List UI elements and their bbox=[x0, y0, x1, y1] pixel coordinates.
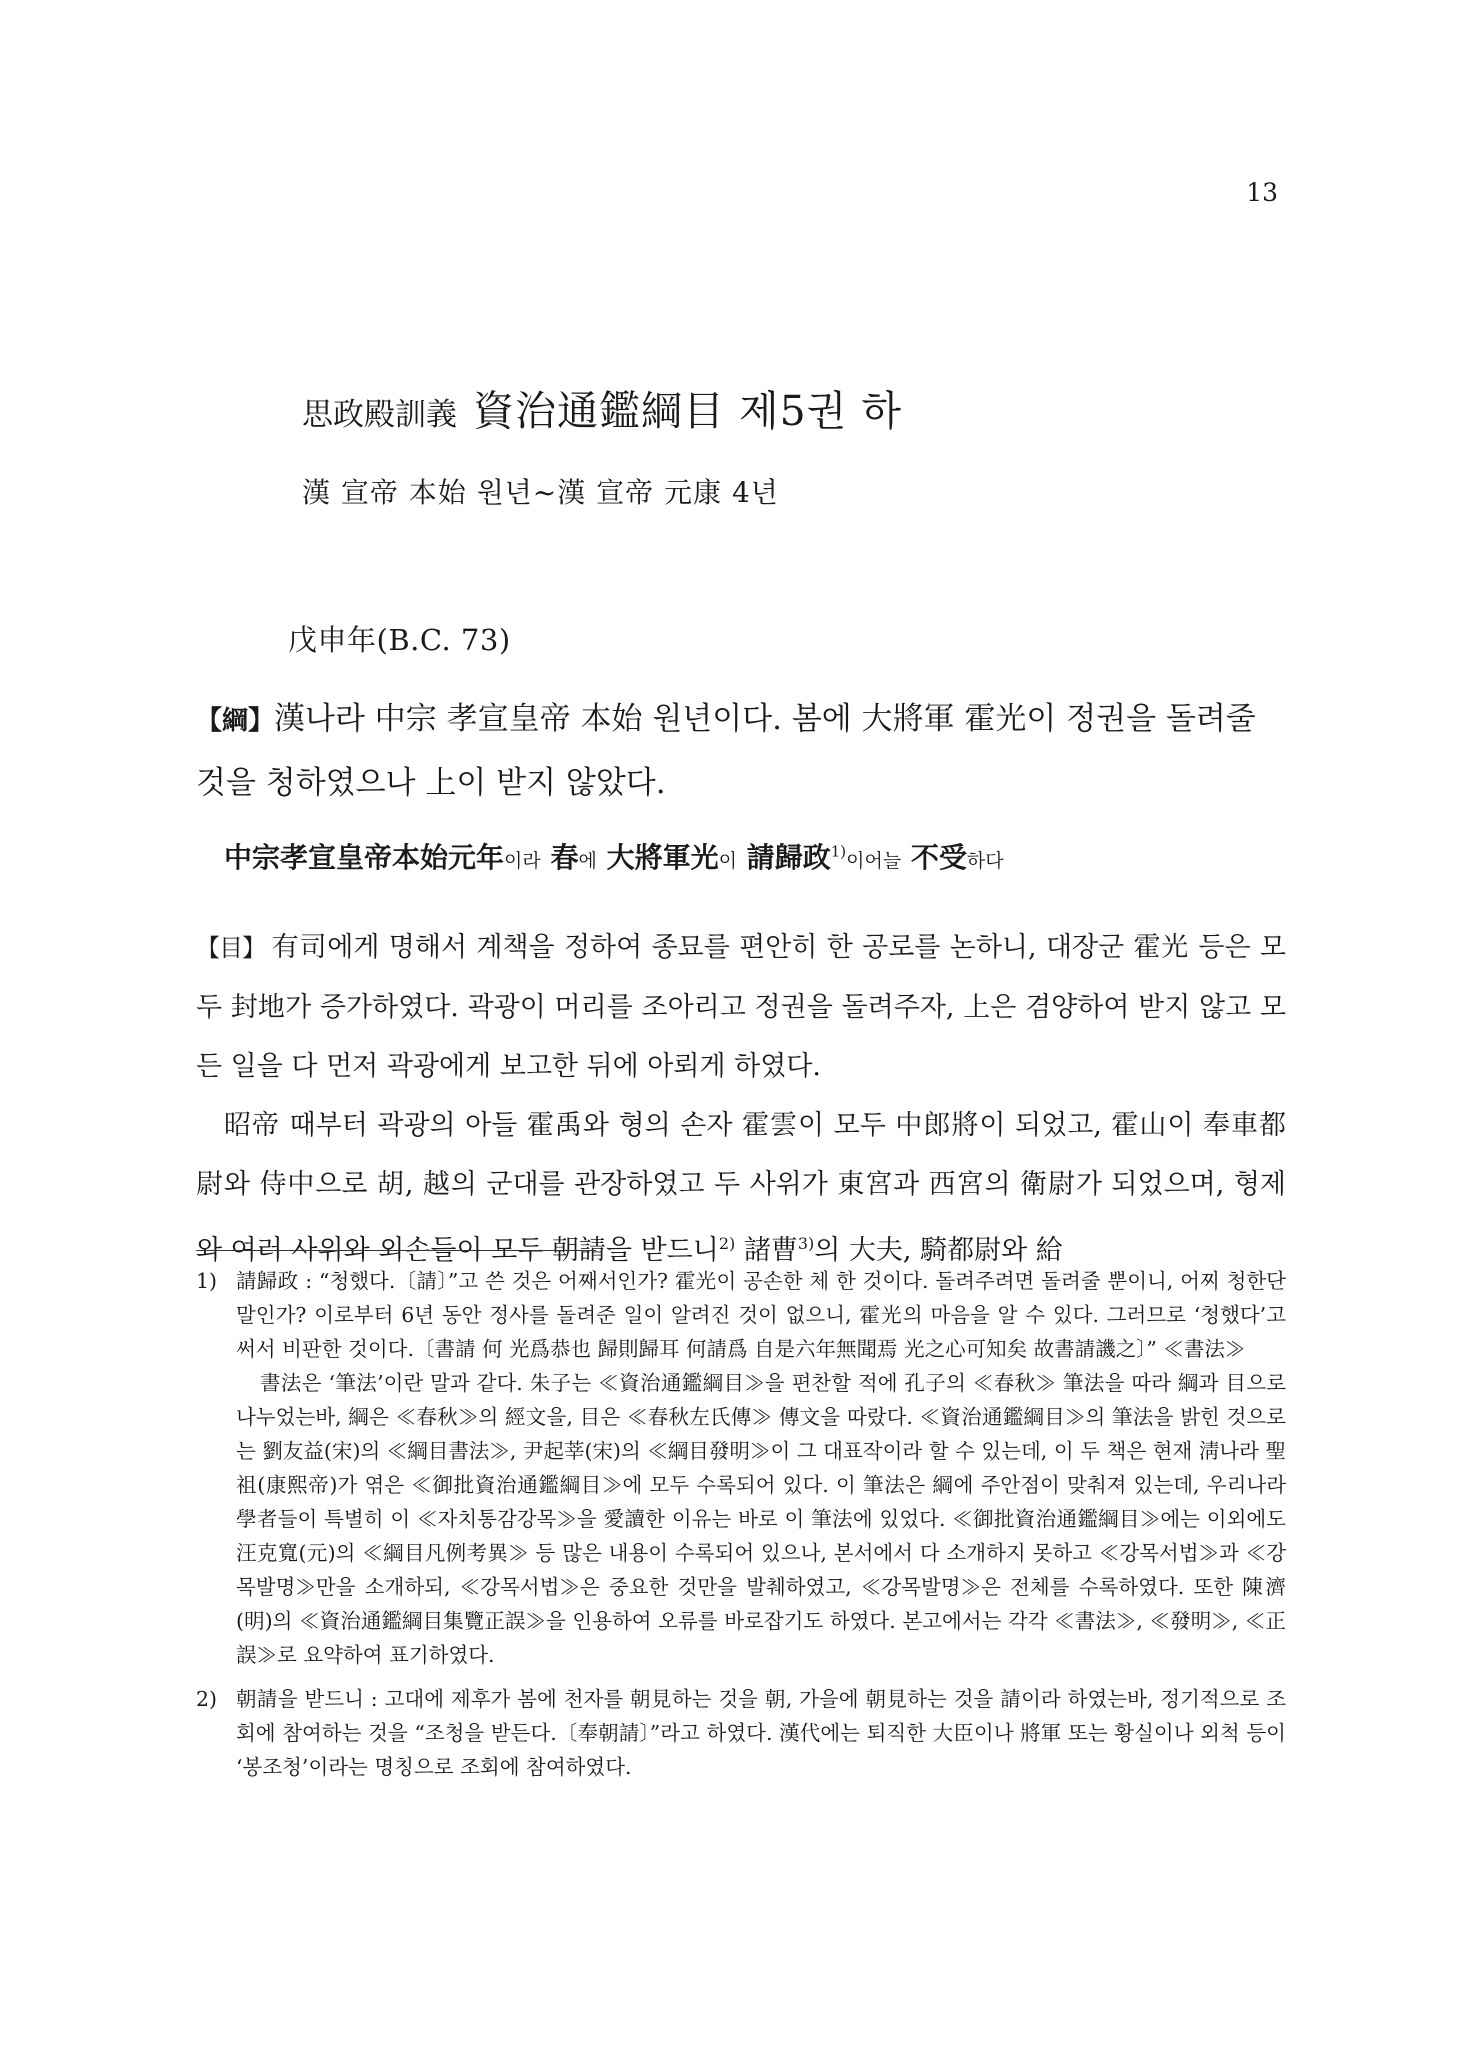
mok-text: 의 大夫, 騎都尉와 給 bbox=[814, 1235, 1063, 1266]
footnote bbox=[196, 1682, 1286, 1784]
original-segment: 不受 bbox=[901, 841, 967, 874]
footnote-paragraph: 書法은 ‘筆法’이란 말과 같다. 朱子는 ≪資治通鑑綱目≫을 편찬할 적에 孔子의 ≪春秋≫ 筆法을 따라 綱과 目으로 나누었는바, 綱은 ≪春秋≫의 經文을, 目은 ≪春秋左氏傳≫ 傳文을 따랐다. ≪資治通鑑綱目≫의 筆法을 밝힌 것으로는 劉友益(宋)의 ≪綱目書法≫, 尹起莘(宋)의 ≪綱目發明≫이 그 대표작이라 할 수 있는데, 이 두 책은 현재 淸나라 聖祖(康熙帝)가 엮은 ≪御批資治通鑑綱目≫에 모두 수록되어 있다. 이 筆法은 綱에 주안점이 맞춰져 있는데, 우리나라 學者들이 특별히 이 ≪자치통감강목≫을 愛讀한 이유는 바로 이 筆法에 있었다. ≪御批資治通鑑綱目≫에는 이외에도 汪克寬(元)의 ≪綱目凡例考異≫ 등 많은 내용이 수록되어 있으나, 본서에서 다 소개하지 못하고 ≪강목서법≫과 ≪강목발명≫만을 소개하되, ≪강목서법≫은 중요한 것만을 발췌하였고, ≪강목발명≫은 전체를 수록하였다. 또한 陳濟(明)의 ≪資治通鑑綱目集覽正誤≫을 인용하여 오류를 바로잡기도 하였다. 본고에서는 각각 ≪書法≫, ≪發明≫, ≪正誤≫로 요약하여 표기하였다. bbox=[236, 1371, 1286, 1667]
original-segment: 中宗孝宣皇帝本始元年 bbox=[224, 841, 505, 874]
original-particle: 이어늘 bbox=[846, 850, 902, 872]
footnote-ref[interactable]: 3) bbox=[797, 1234, 815, 1253]
page-subtitle: 漢 宣帝 本始 원년~漢 宣帝 元康 4년 bbox=[302, 476, 779, 509]
original-particle: 이 bbox=[718, 850, 737, 872]
footnote-number: 2) bbox=[196, 1687, 218, 1711]
gang-original-text bbox=[196, 836, 1286, 876]
mok-text: 昭帝 때부터 곽광의 아들 霍禹와 형의 손자 霍雲이 모두 中郎將이 되었고, 霍山이 奉車都尉와 侍中으로 胡, 越의 군대를 관장하였고 두 사위가 東宮과 西宮의 衛尉가 되었으며, 형제와 여러 사위와 외손들이 모두 朝請을 받드니 bbox=[196, 1110, 1286, 1266]
footnote-number: 1) bbox=[196, 1269, 218, 1293]
mok-paragraph bbox=[196, 1096, 1286, 1280]
footnotes bbox=[196, 1264, 1286, 1794]
footnote-divider bbox=[196, 1250, 596, 1251]
page-number: 13 bbox=[1246, 178, 1278, 207]
title-prefix: 思政殿訓義 bbox=[302, 397, 457, 433]
footnote-ref[interactable]: 1) bbox=[830, 842, 847, 861]
mok-section bbox=[196, 918, 1286, 1280]
original-particle: 에 bbox=[578, 850, 597, 872]
gang-section bbox=[196, 688, 1286, 876]
year-heading: 戊申年(B.C. 73) bbox=[288, 623, 511, 657]
footnote-body bbox=[236, 1264, 1286, 1672]
title-line bbox=[302, 378, 902, 437]
mok-text: 有司에게 명해서 계책을 정하여 종묘를 편안히 한 공로를 논하니, 대장군 霍光 등은 모두 封地가 증가하였다. 곽광이 머리를 조아리고 정권을 돌려주자, 上은 겸양하여 받지 않고 모든 일을 다 먼저 곽광에게 보고한 뒤에 아뢰게 하였다. bbox=[196, 932, 1287, 1082]
original-particle: 이라 bbox=[504, 850, 541, 872]
gang-tag: 【綱】 bbox=[196, 706, 275, 736]
mok-paragraph bbox=[196, 918, 1286, 1096]
page-title: 資治通鑑綱目 제5권 하 bbox=[473, 387, 902, 435]
mok-tag: 【目】 bbox=[196, 934, 265, 962]
gang-translation bbox=[196, 688, 1286, 814]
mok-text: 諸曹 bbox=[735, 1235, 798, 1266]
footnote-body bbox=[236, 1682, 1286, 1784]
footnote-paragraph: 朝請을 받드니 : 고대에 제후가 봄에 천자를 朝見하는 것을 朝, 가을에 朝見하는 것을 請이라 하였는바, 정기적으로 조회에 참여하는 것을 “조청을 받든다.〔奉朝請〕”라고 하였다. 漢代에는 퇴직한 大臣이나 將軍 또는 황실이나 외척 등이 ‘봉조청’이라는 명칭으로 조회에 참여하였다. bbox=[236, 1687, 1286, 1779]
footnote-paragraph: 請歸政 : “청했다.〔請〕”고 쓴 것은 어째서인가? 霍光이 공손한 체 한 것이다. 돌려주려면 돌려줄 뿐이니, 어찌 청한단 말인가? 이로부터 6년 동안 정사를 돌려준 일이 알려진 것이 없으니, 霍光의 마음을 알 수 있다. 그러므로 ‘청했다’고 써서 비판한 것이다.〔書請 何 光爲恭也 歸則歸耳 何請爲 自是六年無聞焉 光之心可知矣 故書請譏之〕” ≪書法≫ bbox=[236, 1269, 1286, 1361]
gang-text: 漢나라 中宗 孝宣皇帝 本始 원년이다. 봄에 大將軍 霍光이 정권을 돌려줄 것을 청하였으나 上이 받지 않았다. bbox=[196, 701, 1256, 801]
original-particle: 하다 bbox=[966, 850, 1004, 872]
footnote bbox=[196, 1264, 1286, 1672]
original-segment: 大將軍光 bbox=[596, 841, 719, 874]
footnote-ref[interactable]: 2) bbox=[718, 1234, 736, 1253]
original-segment: 春 bbox=[540, 841, 579, 874]
title-block bbox=[302, 378, 902, 511]
original-segment: 請歸政 bbox=[736, 841, 831, 874]
